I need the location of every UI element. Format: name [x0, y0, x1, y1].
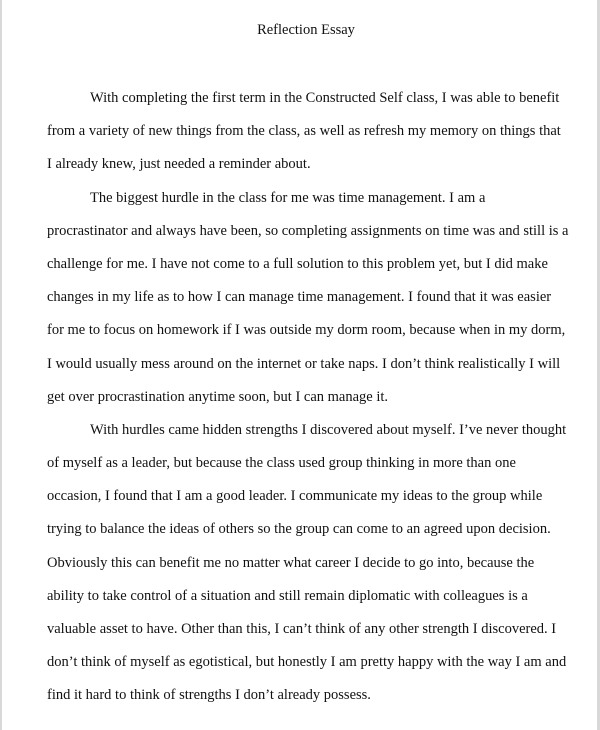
text-line: occasion, I found that I am a good leader. I communicate my ideas to the group while [47, 488, 543, 505]
text-line: With completing the first term in the Constructed Self class, I was able to benefit [90, 90, 560, 106]
text-line: I would usually mess around on the internet or take naps. I don’t think realistically I will [47, 355, 561, 372]
text-line: from a variety of new things from the class, as well as refresh my memory on things that [47, 123, 561, 140]
text-line: find it hard to think of strengths I don’t already possess. [47, 687, 371, 704]
text-line: for me to focus on homework if I was outside my dorm room, because when in my dorm, [47, 322, 566, 339]
essay-body [47, 88, 577, 719]
text-line: Obviously this can benefit me no matter what career I decide to go into, because the [47, 554, 535, 571]
text-line: don’t think of myself as egotistical, but honestly I am pretty happy with the way I am and [47, 654, 567, 671]
text-line: of myself as a leader, but because the class used group thinking in more than one [47, 455, 516, 472]
text-line: The biggest hurdle in the class for me was time management. I am a [90, 189, 486, 206]
text-line: valuable asset to have. Other than this, I can’t think of any other strength I discovered. I [47, 621, 557, 637]
essay-paragraph [47, 88, 577, 188]
text-line: procrastinator and always have been, so completing assignments on time was and still is a [47, 222, 569, 239]
text-line: ability to take control of a situation and still remain diplomatic with colleagues is a [47, 587, 528, 604]
text-line: changes in my life as to how I can manage time management. I found that it was easier [47, 289, 552, 306]
text-line: get over procrastination anytime soon, but I can manage it. [47, 388, 389, 405]
text-line: With hurdles came hidden strengths I discovered about myself. I’ve never thought [90, 421, 567, 438]
page-edge-left [0, 0, 2, 730]
text-line: challenge for me. I have not come to a full solution to this problem yet, but I did make [47, 255, 548, 272]
text-line: I already knew, just needed a reminder about. [47, 156, 311, 173]
document-title: Reflection Essay [257, 22, 355, 38]
essay-paragraph [47, 188, 577, 420]
essay-paragraph [47, 420, 577, 719]
text-line: trying to balance the ideas of others so the group can come to an agreed upon decision. [47, 521, 551, 538]
